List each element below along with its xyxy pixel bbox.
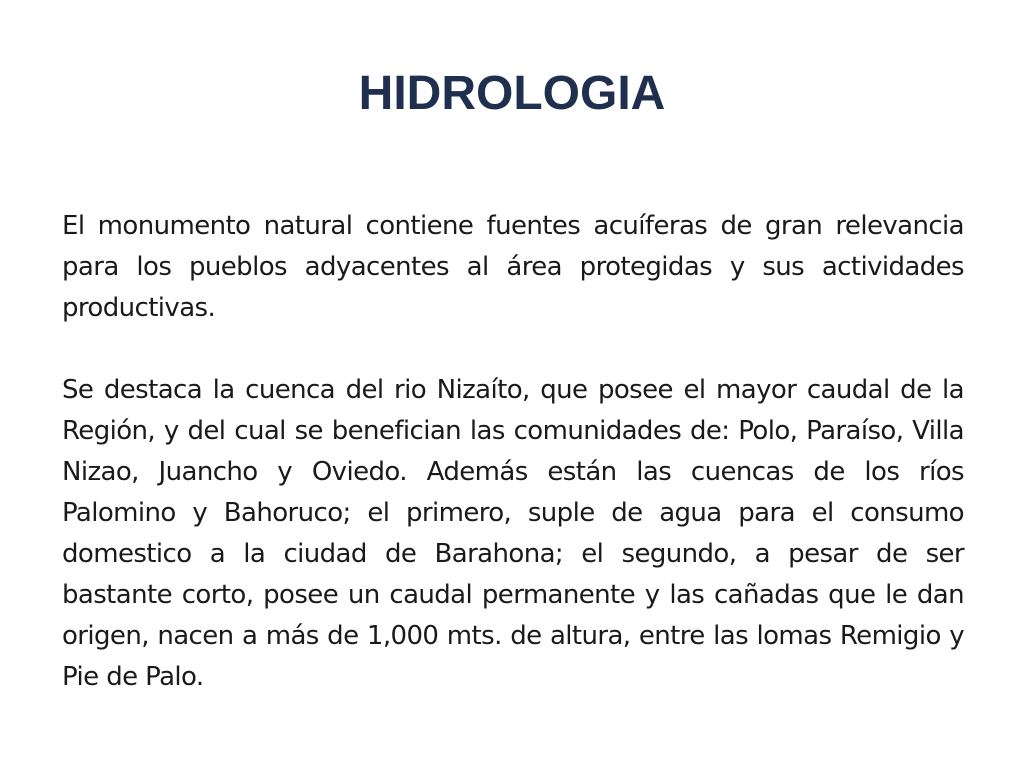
paragraph-river-basins: Se destaca la cuenca del rio Nizaíto, que posee el mayor caudal de la Región, y del cual se benefician las comunidades de: Polo, Paraíso, Villa Nizao, Juancho y Oviedo. Además están las cuencas de los ríos Palomino y Bahoruco; el primero, suple de agua para el consumo domestico a la ciudad de Barahona; el segundo, a pesar de ser bastante corto, posee un caudal permanente y las cañadas que le dan origen, nacen a más de 1,000 mts. de altura, entre las lomas Remigio y Pie de Palo. [62, 375, 964, 692]
paragraph-aquifers: El monumento natural contiene fuentes acuíferas de gran relevancia para los pueblos adyacentes al área protegidas y sus actividades productivas. [62, 211, 964, 323]
slide-title: HIDROLOGIA [358, 67, 666, 120]
slide-body [62, 206, 964, 698]
